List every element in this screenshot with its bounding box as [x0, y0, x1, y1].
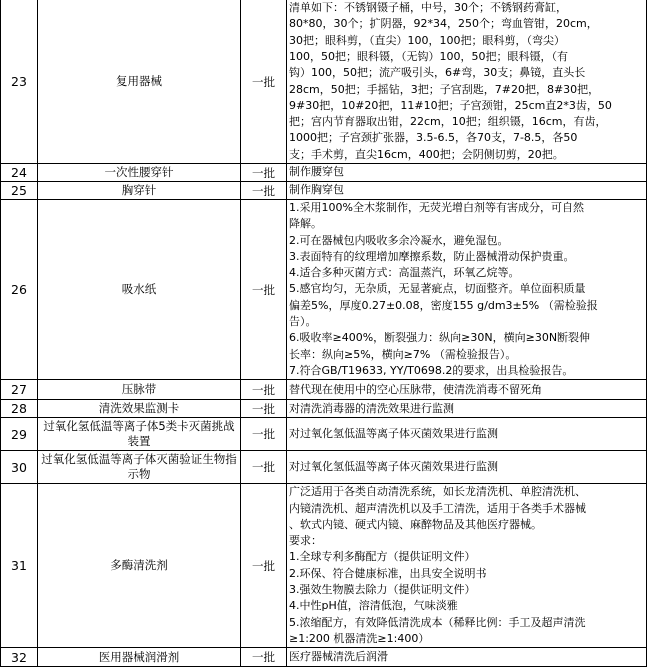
- item-number: 26: [1, 200, 38, 380]
- item-spec: [287, 451, 647, 484]
- item-spec: [287, 400, 647, 418]
- item-spec-text: 清单如下：不锈钢镊子桶，中号，30个；不锈钢药膏缸， 80*80，30个；扩阴器，92*34，250个；弯血管钳，20cm， 30把；眼科剪，（直尖）100，100把；眼科剪，（弯尖） 100，50把；眼科镊，（无钩）100，50把；眼科镊，（有 钩）100，50把；流产吸引头，6#弯，30支；鼻镜，直头长 28cm，50把；手摇钻，3把；子宫刮匙，7#20把，8#30把， 9#30把，10#20把，11#10把；子宫颈钳，25cm直2*3齿，50 把；宫内节育器取出钳，22cm，10把；组织镊，16cm，有齿， 1000把；子宫颈扩张器，3.5-6.5，各70支，7-8.5，各50 支；手术剪，直尖16cm，400把；会阴侧切剪，20把。: [289, 1, 612, 161]
- item-number: 30: [1, 451, 38, 484]
- item-spec: [287, 164, 647, 182]
- item-name: 多酶清洗剂: [38, 484, 241, 648]
- item-spec-text: 对清洗消毒器的清洗效果进行监测: [289, 401, 454, 415]
- item-spec: [287, 484, 647, 648]
- item-quantity: 一批: [241, 164, 287, 182]
- table-row: [1, 0, 647, 164]
- item-spec-text: 医疗器械清洗后润滑: [289, 650, 388, 664]
- item-spec-text: 广泛适用于各类自动清洗系统，如长龙清洗机、单腔清洗机、 内镜清洗机、超声清洗机以及手工清洗，适用于各类手术器械 、软式内镜、硬式内镜、麻醉物品及其他医疗器械。 要求： 1.全球专利多酶配方（提供证明文件） 2.环保、符合健康标准，出具安全说明书 3.强效生物膜去除力（提供证明文件） 4.中性pH值，溶清低泡，气味淡雅 5.浓缩配方，有效降低清洗成本（稀释比例：手工及超声清洗 ≥1:200 机器清洗≥1:400）: [289, 485, 586, 645]
- item-quantity: 一批: [241, 380, 287, 400]
- item-quantity: 一批: [241, 648, 287, 667]
- item-quantity: 一批: [241, 484, 287, 648]
- item-quantity: 一批: [241, 451, 287, 484]
- item-quantity: 一批: [241, 0, 287, 164]
- item-spec: [287, 648, 647, 667]
- item-spec: [287, 0, 647, 164]
- item-spec: [287, 418, 647, 451]
- item-spec-text: 对过氧化氢低温等离子体灭菌效果进行监测: [289, 427, 498, 441]
- table-row: [1, 648, 647, 667]
- item-quantity: 一批: [241, 182, 287, 200]
- table-row: [1, 418, 647, 451]
- item-name: 过氧化氢低温等离子体5类卡灭菌挑战装置: [38, 418, 241, 451]
- table-row: [1, 200, 647, 380]
- item-name: 复用器械: [38, 0, 241, 164]
- item-name: 压脉带: [38, 380, 241, 400]
- item-number: 23: [1, 0, 38, 164]
- table-row: [1, 451, 647, 484]
- item-spec: [287, 380, 647, 400]
- item-number: 24: [1, 164, 38, 182]
- item-spec-text: 制作腰穿包: [289, 165, 344, 179]
- item-name: 一次性腰穿针: [38, 164, 241, 182]
- item-spec-text: 制作胸穿包: [289, 183, 344, 197]
- item-number: 31: [1, 484, 38, 648]
- item-quantity: 一批: [241, 418, 287, 451]
- item-number: 27: [1, 380, 38, 400]
- item-spec: [287, 200, 647, 380]
- table-row: [1, 380, 647, 400]
- item-number: 25: [1, 182, 38, 200]
- item-number: 29: [1, 418, 38, 451]
- table-row: [1, 182, 647, 200]
- item-number: 28: [1, 400, 38, 418]
- table-row: [1, 484, 647, 648]
- item-spec-text: 1.采用100%全木浆制作，无荧光增白剂等有害成分，可自然 降解。 2.可在器械包内吸收多余冷凝水，避免湿包。 3.表面特有的纹理增加摩擦系数，防止器械滑动保护贵重。 4.适合多种灭菌方式：高温蒸汽，环氧乙烷等。 5.感官均匀，无杂质，无显著疵点，切面整齐。单位面积质量 偏差5%，厚度0.27±0.08，密度155 g/dm3±5% （需检验报 告）。 6.吸收率≥400%，断裂强力：纵向≥30N，横向≥30N断裂伸 长率：纵向≥5%，横向≥7% （需检验报告）。 7.符合GB/T19633, YY/T0698.2的要求，出具检验报告。: [289, 201, 598, 377]
- item-name: 清洗效果监测卡: [38, 400, 241, 418]
- item-spec-text: 对过氧化氢低温等离子体灭菌效果进行监测: [289, 460, 498, 474]
- table-row: [1, 164, 647, 182]
- item-name: 胸穿针: [38, 182, 241, 200]
- item-quantity: 一批: [241, 400, 287, 418]
- item-number: 32: [1, 648, 38, 667]
- item-quantity: 一批: [241, 200, 287, 380]
- item-name: 医用器械润滑剂: [38, 648, 241, 667]
- item-spec: [287, 182, 647, 200]
- item-name: 吸水纸: [38, 200, 241, 380]
- item-name: 过氧化氢低温等离子体灭菌验证生物指示物: [38, 451, 241, 484]
- table-row: [1, 400, 647, 418]
- item-spec-text: 替代现在使用中的空心压脉带，使清洗消毒不留死角: [289, 382, 542, 396]
